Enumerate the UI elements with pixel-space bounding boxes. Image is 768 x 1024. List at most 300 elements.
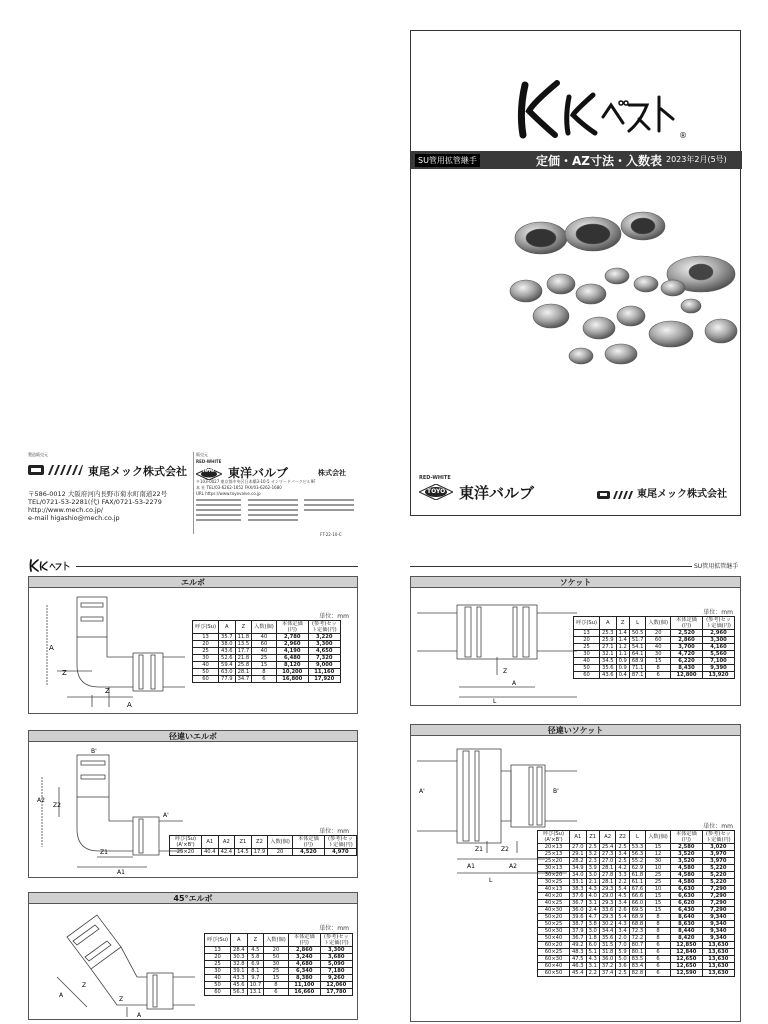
table-header-cell: Z2 <box>616 831 629 844</box>
seller-label: 製造販売元 <box>28 452 48 457</box>
table-header-cell: L <box>629 617 646 630</box>
table-cell: 3.0 <box>586 928 599 935</box>
dim-z-label: Z <box>62 669 67 677</box>
table-header-cell: A <box>219 621 236 634</box>
table-cell: 6 <box>252 676 277 683</box>
table-cell: 3,300 <box>320 947 352 954</box>
table-cell: 40 <box>646 644 671 651</box>
table-header-cell: A2 <box>599 831 616 844</box>
maker-url[interactable]: URL https://www.toyovalve.co.jp <box>196 491 261 496</box>
socket-unit: 単位：mm <box>703 609 733 616</box>
table-cell: 25×13 <box>538 851 570 858</box>
table-cell: 50×40 <box>538 935 570 942</box>
table-cell: 13 <box>574 630 600 637</box>
table-cell: 9,340 <box>702 935 734 942</box>
right-header-text: SU管用拡管継手 <box>694 563 739 570</box>
table-cell: 16,800 <box>276 676 308 683</box>
table-cell: 37.2 <box>599 963 616 970</box>
reducing-elbow-diagram <box>37 747 187 875</box>
table-cell: 7.0 <box>616 942 629 949</box>
table-cell: 17,920 <box>308 676 340 683</box>
reducing-elbow-title: 径違いエルボ <box>29 731 357 742</box>
table-header-cell: 入数(個) <box>268 836 293 849</box>
table-cell: 10 <box>646 865 671 872</box>
table-cell: 72.3 <box>629 928 646 935</box>
table-cell: 2,960 <box>276 641 308 648</box>
seller-name: 東尾メック株式会社 <box>88 465 187 478</box>
table-cell: 56.3 <box>629 851 646 858</box>
table-cell: 72.2 <box>629 935 646 942</box>
table-header-cell: 呼び(Su)(A'×B') <box>170 836 202 849</box>
table-cell: 6,630 <box>670 886 702 893</box>
table-header-row <box>193 621 341 634</box>
table-cell: 40×30 <box>538 907 570 914</box>
table-cell: 38.7 <box>570 921 587 928</box>
table-cell: 3.0 <box>586 872 599 879</box>
table-header-cell: (参考)セット定価(円) <box>320 934 352 947</box>
dim-a2-socket-label: A2 <box>509 863 517 870</box>
table-cell: 17.9 <box>251 849 268 856</box>
table-header-cell: A1 <box>202 836 219 849</box>
table-cell: 48.3 <box>570 949 587 956</box>
table-cell: 6.0 <box>586 942 599 949</box>
table-header-row <box>205 934 353 947</box>
dim-a1-label: A1 <box>117 869 125 875</box>
left-header-logo-text <box>228 558 232 559</box>
table-cell: 16,660 <box>288 989 320 996</box>
table-cell: 30 <box>205 968 231 975</box>
table-row <box>205 954 353 961</box>
reducing-elbow-table <box>169 835 357 856</box>
seller-tel: TEL/0721-53-2281(代) FAX/0721-53-2279 <box>28 498 162 506</box>
table-cell: 60 <box>574 672 600 679</box>
table-cell: 3,240 <box>288 954 320 961</box>
table-cell: 6,220 <box>671 658 703 665</box>
table-cell: 6,480 <box>276 655 308 662</box>
table-cell: 11,160 <box>308 669 340 676</box>
table-cell: 5,220 <box>702 865 734 872</box>
table-cell: 4.3 <box>586 886 599 893</box>
table-cell: 8 <box>646 914 671 921</box>
table-row <box>538 928 735 935</box>
maker-address: 〒103-0027 東京都中央区日本橋3-10-5 オンワードパークビル9F <box>196 479 316 484</box>
table-cell: 13.1 <box>247 989 264 996</box>
branch-list-image <box>196 498 356 524</box>
reducing-socket-unit: 単位：mm <box>703 823 733 830</box>
seller-url[interactable]: http://www.mech.co.jp/ <box>28 506 104 514</box>
table-cell: 4,190 <box>276 648 308 655</box>
table-cell: 6,620 <box>670 900 702 907</box>
table-row <box>538 900 735 907</box>
table-row <box>170 849 357 856</box>
table-cell: 3.4 <box>616 851 629 858</box>
dim-aprime-socket-label: A' <box>419 788 425 795</box>
table-cell: 40 <box>252 634 277 641</box>
table-cell: 0.9 <box>616 658 629 665</box>
table-cell: 0.4 <box>616 672 629 679</box>
table-cell: 25×20 <box>538 858 570 865</box>
table-cell: 28.2 <box>570 858 587 865</box>
table-cell: 60 <box>205 989 231 996</box>
table-cell: 37.4 <box>599 970 616 977</box>
front-cover <box>410 30 741 516</box>
toyo-badge-label: TOYO <box>202 468 215 473</box>
table-cell: 40×25 <box>538 900 570 907</box>
table-cell: 60 <box>252 641 277 648</box>
product-photo <box>501 206 741 381</box>
seller-logo <box>28 462 193 476</box>
table-row <box>205 961 353 968</box>
table-cell: 68.8 <box>629 921 646 928</box>
table-row <box>538 851 735 858</box>
table-cell: 50 <box>264 954 289 961</box>
table-cell: 3,300 <box>703 637 735 644</box>
table-cell: 45.4 <box>570 970 587 977</box>
table-cell: 4.0 <box>586 893 599 900</box>
table-cell: 47.5 <box>570 956 587 963</box>
table-cell: 5.4 <box>616 914 629 921</box>
table-cell: 9.7 <box>247 975 264 982</box>
table-cell: 2.1 <box>586 879 599 886</box>
table-cell: 3,970 <box>702 858 734 865</box>
table-cell: 68.9 <box>629 658 646 665</box>
table-cell: 4.3 <box>616 921 629 928</box>
table-header-row <box>574 617 735 630</box>
table-header-cell: Z <box>235 621 252 634</box>
dim-a2-label: A2 <box>37 797 45 804</box>
table-cell: 67.6 <box>629 886 646 893</box>
table-cell: 25.3 <box>600 630 617 637</box>
table-cell: 66.0 <box>629 900 646 907</box>
dim-a-label-2: A <box>127 701 132 709</box>
table-cell: 3.1 <box>586 900 599 907</box>
cover-title: 定価・AZ寸法・入数表 <box>536 154 662 168</box>
table-cell: 4.3 <box>586 956 599 963</box>
cover-maker-name: 東洋バルブ <box>459 484 535 502</box>
table-cell: 12 <box>646 851 671 858</box>
table-row <box>538 914 735 921</box>
dim-l-reducing-label: L <box>489 877 493 884</box>
table-cell: 3.6 <box>616 963 629 970</box>
table-cell: 9,390 <box>703 665 735 672</box>
dim-z-45-label: Z <box>82 982 87 989</box>
maker-label: 販売元 <box>196 452 208 457</box>
table-cell: 40 <box>574 658 600 665</box>
table-cell: 68.9 <box>629 914 646 921</box>
table-cell: 25 <box>646 872 671 879</box>
reducing-elbow-panel <box>28 730 358 878</box>
table-header-cell: L <box>629 831 646 844</box>
dim-a-label: A <box>49 644 54 652</box>
table-cell: 40.4 <box>202 849 219 856</box>
dim-a-45-label-2: A <box>137 1012 142 1019</box>
table-cell: 13,920 <box>703 672 735 679</box>
table-row <box>193 662 341 669</box>
table-row <box>574 658 735 665</box>
toyo-badge-icon <box>196 465 222 477</box>
table-cell: 15 <box>264 975 289 982</box>
table-cell: 9,340 <box>702 928 734 935</box>
table-cell: 4.5 <box>616 893 629 900</box>
table-cell: 3,680 <box>320 954 352 961</box>
table-header-cell: 呼び(Su) <box>193 621 219 634</box>
back-cover-credits <box>28 452 358 542</box>
table-cell: 8,440 <box>670 928 702 935</box>
table-cell: 11.8 <box>235 634 252 641</box>
table-cell: 2.5 <box>616 970 629 977</box>
cover-mech-logo-icon <box>597 486 637 498</box>
table-cell: 59.4 <box>219 662 236 669</box>
table-cell: 28.1 <box>599 879 616 886</box>
table-cell: 25.8 <box>235 662 252 669</box>
table-cell: 54.1 <box>629 644 646 651</box>
table-cell: 6,340 <box>288 968 320 975</box>
elbow45-title: 45°エルボ <box>29 893 357 904</box>
table-cell: 5.8 <box>247 954 264 961</box>
dim-a-socket-label: A <box>512 680 517 687</box>
table-row <box>538 893 735 900</box>
table-header-cell: 本体定価(円) <box>288 934 320 947</box>
table-cell: 39.6 <box>570 914 587 921</box>
table-cell: 42.4 <box>218 849 235 856</box>
table-cell: 87.1 <box>629 672 646 679</box>
table-cell: 25 <box>252 655 277 662</box>
table-header-cell: (参考)セット定価(円) <box>308 621 340 634</box>
table-cell: 13.5 <box>235 641 252 648</box>
table-row <box>538 942 735 949</box>
table-cell: 7,290 <box>702 886 734 893</box>
table-cell: 36.0 <box>570 907 587 914</box>
table-cell: 13,630 <box>702 956 734 963</box>
socket-panel <box>410 576 741 706</box>
table-cell: 8 <box>252 669 277 676</box>
table-cell: 12,840 <box>670 949 702 956</box>
table-cell: 8,380 <box>288 975 320 982</box>
table-cell: 34.0 <box>570 872 587 879</box>
table-cell: 25 <box>205 961 231 968</box>
table-cell: 8 <box>264 982 289 989</box>
table-cell: 15 <box>646 844 671 851</box>
table-cell: 4,680 <box>288 961 320 968</box>
table-cell: 4.5 <box>247 947 264 954</box>
table-row <box>574 637 735 644</box>
table-header-row <box>170 836 357 849</box>
table-row <box>205 982 353 989</box>
table-row <box>193 641 341 648</box>
table-cell: 20 <box>205 954 231 961</box>
table-cell: 28.4 <box>231 947 248 954</box>
table-header-cell: (参考)セット定価(円) <box>702 831 734 844</box>
table-header-cell: 入数(個) <box>264 934 289 947</box>
reducing-socket-title: 径違いソケット <box>411 725 740 736</box>
table-cell: 50 <box>574 665 600 672</box>
table-cell: 7,290 <box>702 900 734 907</box>
table-row <box>538 872 735 879</box>
dim-z-label-2: Z <box>105 687 110 695</box>
table-cell: 5,220 <box>702 879 734 886</box>
table-header-cell: Z1 <box>586 831 599 844</box>
table-cell: 12,650 <box>670 956 702 963</box>
table-header-cell: 入数(個) <box>646 617 671 630</box>
elbow-title: エルボ <box>29 577 357 588</box>
table-cell: 36.0 <box>599 956 616 963</box>
table-cell: 20 <box>264 947 289 954</box>
registered-mark: ® <box>679 131 687 140</box>
table-cell: 30.2 <box>599 921 616 928</box>
table-cell: 38.0 <box>219 641 236 648</box>
table-cell: 6 <box>646 672 671 679</box>
table-cell: 50 <box>193 669 219 676</box>
table-cell: 36.7 <box>570 935 587 942</box>
table-cell: 17,780 <box>320 989 352 996</box>
table-cell: 5,090 <box>320 961 352 968</box>
table-cell: 29.3 <box>599 914 616 921</box>
socket-table <box>573 616 735 679</box>
table-row <box>538 935 735 942</box>
seller-email[interactable]: e-mail higashio@mech.co.jp <box>28 514 120 522</box>
elbow45-unit: 単位：mm <box>319 925 349 932</box>
table-cell: 3.4 <box>616 900 629 907</box>
table-cell: 32.1 <box>600 651 617 658</box>
table-header-cell: 呼び(Su) <box>205 934 231 947</box>
dim-bprime-socket-label: B' <box>553 788 559 795</box>
table-cell: 39.1 <box>231 968 248 975</box>
table-cell: 50×30 <box>538 928 570 935</box>
table-cell: 1.8 <box>586 935 599 942</box>
table-cell: 3.8 <box>586 921 599 928</box>
table-header-cell: Z <box>247 934 264 947</box>
table-cell: 61.8 <box>629 872 646 879</box>
table-cell: 10 <box>646 886 671 893</box>
table-cell: 35.6 <box>600 665 617 672</box>
dim-z1-socket-label: Z1 <box>475 846 483 853</box>
table-cell: 6,630 <box>670 893 702 900</box>
table-cell: 60×20 <box>538 942 570 949</box>
table-cell: 34.5 <box>600 658 617 665</box>
table-cell: 40 <box>193 662 219 669</box>
table-header-cell: 入数(個) <box>252 621 277 634</box>
table-cell: 6.9 <box>247 961 264 968</box>
table-cell: 60×30 <box>538 956 570 963</box>
table-cell: 21.8 <box>235 655 252 662</box>
table-cell: 3.3 <box>616 872 629 879</box>
table-header-cell: 本体定価(円) <box>671 617 703 630</box>
table-cell: 15 <box>646 907 671 914</box>
table-cell: 50 <box>205 982 231 989</box>
table-cell: 60 <box>193 676 219 683</box>
table-cell: 15 <box>646 658 671 665</box>
table-cell: 30×13 <box>538 865 570 872</box>
table-cell: 25.9 <box>600 637 617 644</box>
table-cell: 34.4 <box>599 928 616 935</box>
table-cell: 13,630 <box>702 949 734 956</box>
dim-z-socket-label: Z <box>503 668 508 675</box>
table-cell: 17.7 <box>235 648 252 655</box>
table-cell: 5.1 <box>586 949 599 956</box>
table-cell: 6,430 <box>670 907 702 914</box>
cover-toyo-badge-icon <box>419 484 453 500</box>
dim-bprime-label: B' <box>91 748 97 755</box>
left-header-rule <box>76 566 358 567</box>
table-cell: 4,650 <box>308 648 340 655</box>
table-row <box>193 634 341 641</box>
table-cell: 15 <box>646 893 671 900</box>
table-cell: 4.7 <box>586 914 599 921</box>
table-cell: 25 <box>264 968 289 975</box>
table-row <box>193 669 341 676</box>
table-cell: 50×25 <box>538 921 570 928</box>
table-row <box>538 879 735 886</box>
table-cell: 2.6 <box>616 907 629 914</box>
table-header-cell: A <box>231 934 248 947</box>
table-cell: 6 <box>646 956 671 963</box>
table-cell: 4,580 <box>670 872 702 879</box>
table-cell: 2.5 <box>616 858 629 865</box>
table-row <box>538 886 735 893</box>
table-cell: 40 <box>205 975 231 982</box>
table-cell: 6 <box>646 963 671 970</box>
table-cell: 2.5 <box>586 844 599 851</box>
table-header-row <box>538 831 735 844</box>
table-cell: 30 <box>646 651 671 658</box>
table-cell: 32.8 <box>231 961 248 968</box>
table-cell: 30 <box>574 651 600 658</box>
table-cell: 33.1 <box>570 879 587 886</box>
table-cell: 29.3 <box>599 900 616 907</box>
cover-seller-name: 東尾メック株式会社 <box>637 489 727 500</box>
table-cell: 40×13 <box>538 886 570 893</box>
cover-date: 2023年2月(5号) <box>666 155 727 164</box>
table-cell: 2.5 <box>616 844 629 851</box>
table-cell: 20 <box>193 641 219 648</box>
table-cell: 29.0 <box>599 893 616 900</box>
table-cell: 31.5 <box>599 942 616 949</box>
table-row <box>193 655 341 662</box>
table-cell: 71.1 <box>629 665 646 672</box>
dim-a1-socket-label: A1 <box>467 863 475 870</box>
table-cell: 43.3 <box>231 975 248 982</box>
table-cell: 69.5 <box>629 907 646 914</box>
table-cell: 60×40 <box>538 963 570 970</box>
maker-redwhite: RED-WHITE <box>196 459 222 464</box>
table-row <box>538 865 735 872</box>
reducing-elbow-unit: 単位：mm <box>319 828 349 835</box>
table-header-cell: 呼び(Su) <box>574 617 600 630</box>
table-cell: 30×20 <box>538 872 570 879</box>
table-cell: 1.4 <box>616 630 629 637</box>
table-header-cell: A2 <box>218 836 235 849</box>
maker-corp: 株式会社 <box>318 469 346 477</box>
table-cell: 8,430 <box>671 665 703 672</box>
table-cell: 13,630 <box>702 942 734 949</box>
table-cell: 5.0 <box>616 956 629 963</box>
table-cell: 14.5 <box>235 849 252 856</box>
table-row <box>574 644 735 651</box>
table-cell: 50×20 <box>538 914 570 921</box>
table-cell: 25.4 <box>599 844 616 851</box>
right-page-header <box>410 558 741 572</box>
table-cell: 2,580 <box>670 844 702 851</box>
catalog-code: FT-22-10-C <box>320 532 342 537</box>
table-cell: 25×20 <box>170 849 202 856</box>
table-cell: 9,260 <box>320 975 352 982</box>
table-cell: 3,220 <box>308 634 340 641</box>
table-header-cell: 本体定価(円) <box>292 836 324 849</box>
table-row <box>205 989 353 996</box>
table-cell: 12,590 <box>670 970 702 977</box>
table-row <box>538 844 735 851</box>
table-cell: 45.6 <box>231 982 248 989</box>
